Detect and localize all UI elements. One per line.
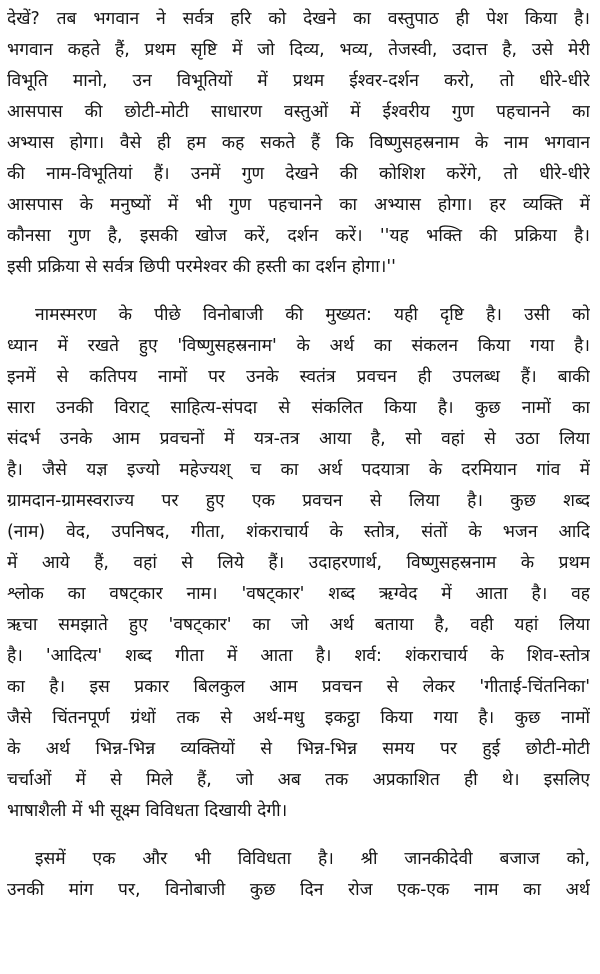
text-line: है। जैसे यज्ञ इज्यो महेज्यश् च का अर्थ पदयात्रा के दरमियान गांव में [7,460,590,480]
paragraph-2 [7,300,590,827]
text-line: उनकी मांग पर, विनोबाजी कुछ दिन रोज एक-एक नाम का अर्थ [7,880,590,900]
text-line: इसी प्रक्रिया से सर्वत्र छिपी परमेश्वर की हस्ती का दर्शन होगा।'' [7,257,396,277]
text-line: इसमें एक और भी विविधता है। श्री जानकीदेवी बजाज को, [35,849,590,869]
text-line: इनमें से कतिपय नामों पर उनके स्वतंत्र प्रवचन ही उपलब्ध हैं। बाकी [7,367,590,387]
text-line: देखें? तब भगवान ने सर्वत्र हरि को देखने का वस्तुपाठ ही पेश किया है। [7,9,590,29]
text-line: चर्चाओं में से मिले हैं, जो अब तक अप्रकाशित ही थे। इसलिए [7,770,590,790]
text-line: भगवान कहते हैं, प्रथम सृष्टि में जो दिव्य, भव्य, तेजस्वी, उदात्त है, उसे मेरी [7,40,590,60]
text-line: का है। इस प्रकार बिलकुल आम प्रवचन से लेकर 'गीताई-चिंतनिका' [7,677,590,697]
text-line: ग्रामदान-ग्रामस्वराज्य पर हुए एक प्रवचन से लिया है। कुछ शब्द [7,491,590,511]
text-line: कौनसा गुण है, इसकी खोज करें, दर्शन करें। ''यह भक्ति की प्रक्रिया है। [7,226,590,246]
text-line: सारा उनकी विराट् साहित्य-संपदा से संकलित किया है। कुछ नामों का [7,398,590,418]
text-line: ध्यान में रखते हुए 'विष्णुसहस्रनाम' के अर्थ का संकलन किया गया है। [7,336,590,356]
text-line: आसपास के मनुष्यों में भी गुण पहचानने का अभ्यास होगा। हर व्यक्ति में [7,195,590,215]
text-line: अभ्यास होगा। वैसे ही हम कह सकते हैं कि विष्णुसहस्रनाम के नाम भगवान [7,133,590,153]
text-line: नामस्मरण के पीछे विनोबाजी की मुख्यत: यही दृष्टि है। उसी को [35,305,590,325]
text-line: (नाम) वेद, उपनिषद, गीता, शंकराचार्य के स्तोत्र, संतों के भजन आदि [7,522,590,542]
text-line: श्लोक का वषट्कार नाम। 'वषट्कार' शब्द ऋग्वेद में आता है। वह [7,584,590,604]
paragraph-3 [7,844,590,906]
text-line: की नाम-विभूतियां हैं। उनमें गुण देखने की कोशिश करेंगे, तो धीरे-धीरे [7,164,590,184]
text-line: में आये हैं, वहां से लिये हैं। उदाहरणार्थ, विष्णुसहस्रनाम के प्रथम [7,553,590,573]
text-line: भाषाशैली में भी सूक्ष्म विविधता दिखायी देगी। [7,801,288,821]
text-line: संदर्भ उनके आम प्रवचनों में यत्र-तत्र आया है, सो वहां से उठा लिया [7,429,590,449]
paragraph-gap [7,827,590,844]
text-line: ऋचा समझाते हुए 'वषट्कार' का जो अर्थ बताया है, वही यहां लिया [7,615,590,635]
paragraph-gap [7,283,590,300]
text-line: आसपास की छोटी-मोटी साधारण वस्तुओं में ईश्वरीय गुण पहचानने का [7,102,590,122]
paragraph-1 [7,4,590,283]
text-line: जैसे चिंतनपूर्ण ग्रंथों तक से अर्थ-मधु इकट्ठा किया गया है। कुछ नामों [7,708,590,728]
text-line: के अर्थ भिन्न-भिन्न व्यक्तियों से भिन्न-भिन्न समय पर हुई छोटी-मोटी [7,739,590,759]
text-line: है। 'आदित्य' शब्द गीता में आता है। शर्व: शंकराचार्य के शिव-स्तोत्र [7,646,590,666]
text-line: विभूति मानो, उन विभूतियों में प्रथम ईश्वर-दर्शन करो, तो धीरे-धीरे [7,71,590,91]
